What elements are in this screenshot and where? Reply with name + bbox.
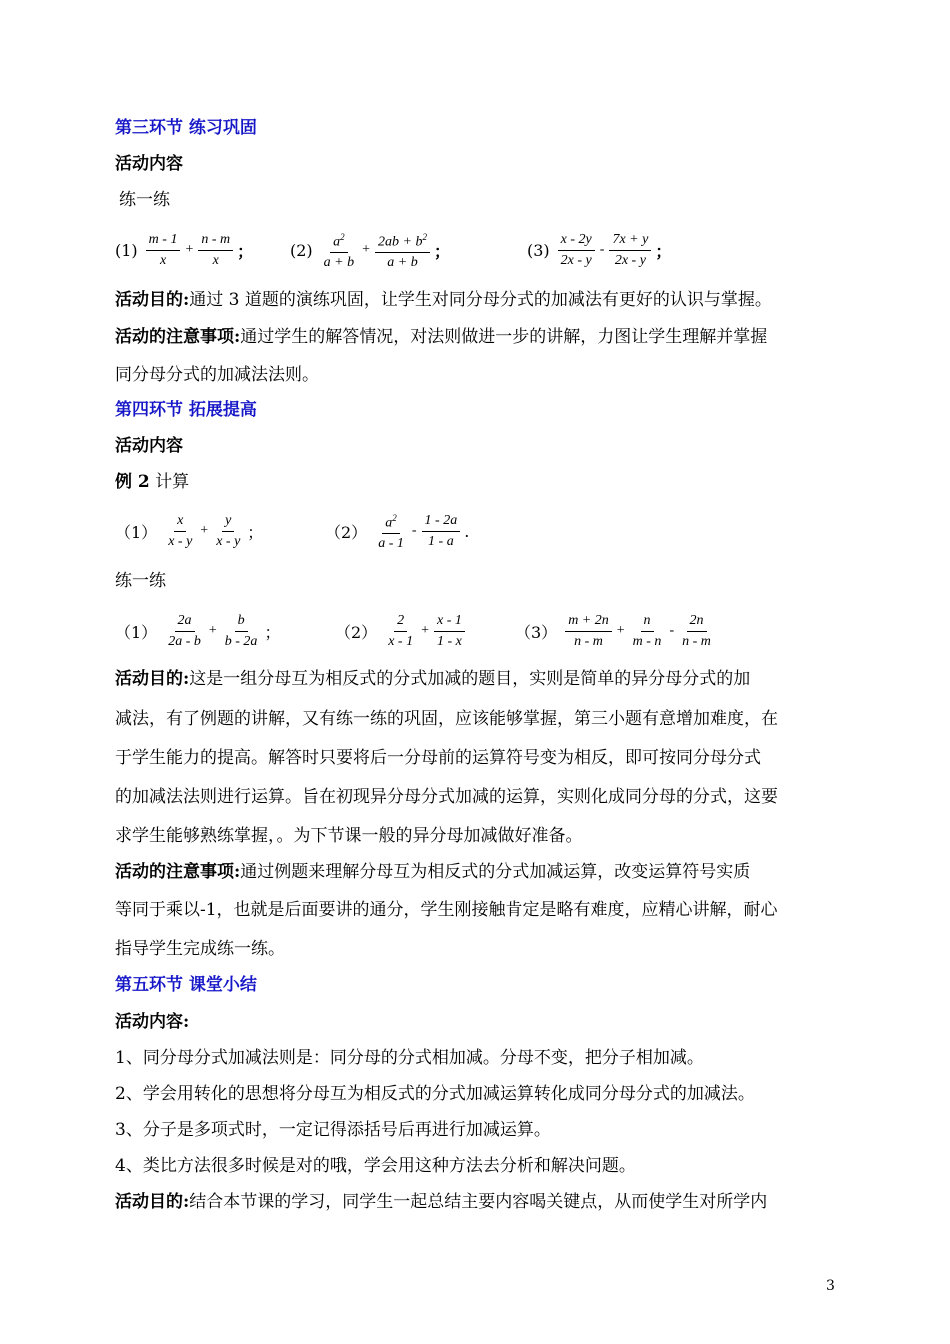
fraction: $\frac{7x + y}{2x - y}$ bbox=[609, 230, 651, 271]
section4-purpose-cont: 减法，有了例题的讲解，又有练一练的巩固，应该能够掌握，第三小题有意增加难度，在 bbox=[115, 709, 778, 729]
section4-purpose-cont: 于学生能力的提高。解答时只要将后一分母前的运算符号变为相反，即可按同分母分式 bbox=[115, 748, 761, 768]
section3-content-label: 活动内容 bbox=[115, 154, 183, 174]
summary-item: 3、分子是多项式时，一定记得添括号后再进行加减运算。 bbox=[115, 1120, 551, 1140]
fraction: $\frac{2a}{2a - b}$ bbox=[168, 612, 201, 649]
section5-purpose: 活动目的:结合本节课的学习，同学生一起总结主要内容喝关键点，从而使学生对所学内 bbox=[115, 1192, 768, 1212]
fraction: $\frac{2n}{n - m}$ bbox=[682, 612, 711, 649]
fraction: $\frac{m + 2n}{n - m}$ bbox=[565, 611, 612, 652]
exercise-3: （3） $\frac{m + 2n}{n - m}$ + $\frac{n}{m - n}$ - $\frac{2n}{n - m}$ bbox=[515, 606, 718, 656]
section5-title: 第五环节 课堂小结 bbox=[115, 975, 257, 995]
section4-exercise-row bbox=[115, 606, 837, 656]
section5-content-label: 活动内容: bbox=[115, 1012, 190, 1032]
fraction: $\frac{x - 1}{1 - x}$ bbox=[434, 611, 465, 652]
fraction: $\frac{2}{x - 1}$ bbox=[388, 612, 414, 649]
section4-purpose-cont: 求学生能够熟练掌握，。为下节课一般的异分母加减做好准备。 bbox=[115, 826, 583, 846]
example-1: （1） $\frac{x}{x - y}$ + $\frac{y}{x - y}$ ； bbox=[115, 506, 263, 556]
page-number: 3 bbox=[826, 1278, 835, 1294]
section4-purpose: 活动目的:这是一组分母互为相反式的分式加减的题目，实则是简单的异分母分式的加 bbox=[115, 669, 751, 689]
fraction: $\frac{1 - 2a}{1 - a}$ bbox=[422, 511, 461, 552]
section3-purpose: 活动目的:通过 3 道题的演练巩固，让学生对同分母分式的加减法有更好的认识与掌握。 bbox=[115, 290, 772, 310]
section4-notes-cont: 指导学生完成练一练。 bbox=[115, 939, 285, 959]
fraction: $\frac{2ab + b^2}{a + b}$ bbox=[375, 227, 430, 274]
section4-practice-label: 练一练 bbox=[115, 571, 166, 591]
section4-notes-cont: 等同于乘以-1，也就是后面要讲的通分，学生刚接触肯定是略有难度，应精心讲解，耐心 bbox=[115, 900, 778, 920]
example-heading: 例 2 计算 bbox=[115, 472, 190, 492]
section3-exercise-row bbox=[115, 225, 837, 275]
fraction: $\frac{n}{m - n}$ bbox=[632, 612, 662, 649]
fraction: $\frac{a^2}{a + b}$ bbox=[321, 227, 357, 274]
fraction: $\frac{n - m}{x}$ bbox=[198, 230, 233, 271]
summary-item: 4、类比方法很多时候是对的哦，学会用这种方法去分析和解决问题。 bbox=[115, 1156, 636, 1176]
section4-title: 第四环节 拓展提高 bbox=[115, 400, 257, 420]
fraction: $\frac{m - 1}{x}$ bbox=[146, 230, 181, 271]
section4-purpose-cont: 的加减法法则进行运算。旨在初现异分母分式加减的运算，实则化成同分母的分式，这要 bbox=[115, 787, 778, 807]
section3-notes: 活动的注意事项:通过学生的解答情况，对法则做进一步的讲解，力图让学生理解并掌握 bbox=[115, 327, 768, 347]
example-row bbox=[115, 506, 837, 556]
fraction: $\frac{x - 2y}{2x - y}$ bbox=[558, 230, 595, 271]
exercise-2: （2） $\frac{2}{x - 1}$ + $\frac{x - 1}{1 - x}$ bbox=[335, 606, 469, 656]
fraction: $\frac{a^2}{a - 1}$ bbox=[375, 508, 407, 555]
section3-practice-label: 练一练 bbox=[119, 190, 170, 210]
fraction: $\frac{x}{x - y}$ bbox=[168, 512, 193, 549]
exercise-2: (2) $\frac{a^2}{a + b}$ + $\frac{2ab + b^2}{a + b}$ ； bbox=[290, 225, 450, 275]
section3-title: 第三环节 练习巩固 bbox=[115, 118, 257, 138]
section4-content-label: 活动内容 bbox=[115, 436, 183, 456]
section3-notes-cont: 同分母分式的加减法法则。 bbox=[115, 365, 319, 385]
example-2: （2） $\frac{a^2}{a - 1}$ - $\frac{1 - 2a}{1 - a}$ . bbox=[325, 506, 469, 556]
fraction: $\frac{y}{x - y}$ bbox=[216, 512, 241, 549]
exercise-3: (3) $\frac{x - 2y}{2x - y}$ - $\frac{7x + y}{2x - y}$ ； bbox=[527, 225, 671, 275]
summary-item: 1、同分母分式加减法则是：同分母的分式相加减。分母不变，把分子相加减。 bbox=[115, 1048, 704, 1068]
summary-item: 2、学会用转化的思想将分母互为相反式的分式加减运算转化成同分母分式的加减法。 bbox=[115, 1084, 755, 1104]
exercise-1: （1） $\frac{2a}{2a - b}$ + $\frac{b}{b - 2a}$ ； bbox=[115, 606, 280, 656]
exercise-1: (1) $\frac{m - 1}{x}$ + $\frac{n - m}{x}$ ； bbox=[115, 225, 253, 275]
fraction: $\frac{b}{b - 2a}$ bbox=[224, 612, 258, 649]
section4-notes: 活动的注意事项:通过例题来理解分母互为相反式的分式加减运算，改变运算符号实质 bbox=[115, 862, 751, 882]
